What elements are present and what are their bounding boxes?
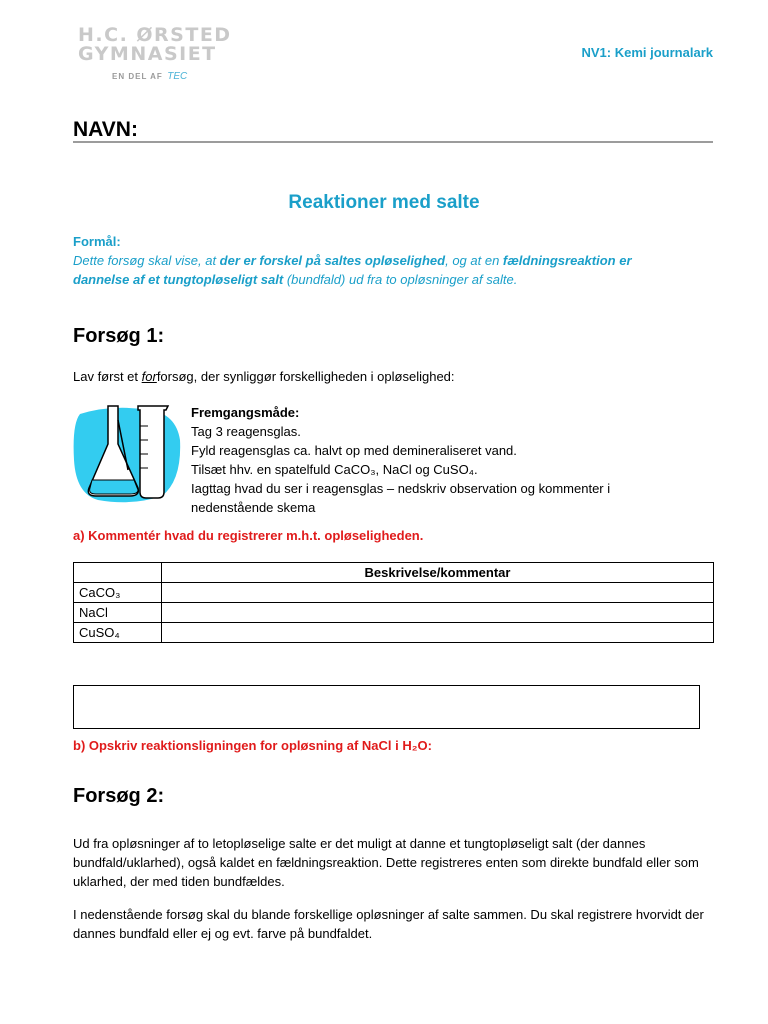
- experiment2-paragraph-1: Ud fra opløsninger af to letopløselige salte er det muligt at danne et tungtopløseligt salt (der dannes bundfald/uklarhed), også kaldet en fældningsreaktion. Dette registreres enten som direkte bundfald eller som uklarhed, der med tiden bundfældes.: [73, 836, 699, 889]
- purpose-part-3: , og at en: [445, 253, 503, 268]
- table-header: Beskrivelse/kommentar: [162, 563, 714, 583]
- intro-text-b: forsøg: [156, 369, 194, 384]
- doc-label: NV1: Kemi journalark: [581, 45, 713, 60]
- procedure-step: nedenstående skema: [191, 500, 316, 515]
- table-row: [74, 623, 714, 643]
- table-row: [74, 583, 714, 603]
- purpose-part-5: (bundfald) ud fra to opløsninger af salte.: [283, 272, 518, 287]
- experiment1-intro: [73, 367, 455, 386]
- procedure-step: Tilsæt hhv. en spatelfuld CaCO₃, NaCl og CuSO₄.: [191, 462, 478, 477]
- intro-text-underlined: for: [141, 369, 157, 384]
- procedure-title: Fremgangsmåde:: [191, 405, 300, 420]
- purpose-emphasis-2: fældningsreaktion er dannelse af et tungtopløseligt salt: [73, 253, 632, 287]
- salt-label: NaCl: [74, 603, 162, 623]
- logo-line-1: H.C. ØRSTED: [78, 24, 232, 46]
- name-label: NAVN:: [73, 118, 138, 141]
- logo-line-3: EN DEL AF: [112, 72, 163, 81]
- logo-line-2: GYMNASIET: [78, 43, 217, 65]
- salt-label: CaCO₃: [74, 583, 162, 603]
- experiment2-heading: Forsøg 2:: [73, 785, 165, 807]
- name-rule: [73, 141, 713, 143]
- procedure-step: Fyld reagensglas ca. halvt op med demineraliseret vand.: [191, 443, 517, 458]
- table-header-row: [74, 563, 714, 583]
- lab-glassware-icon: [72, 400, 182, 505]
- purpose-text: [73, 251, 673, 289]
- purpose-emphasis-1: der er forskel på saltes opløselighed: [219, 253, 446, 268]
- purpose-part-1: Dette forsøg skal vise, at: [73, 253, 220, 268]
- intro-text-c: , der synliggør forskelligheden i opløselighed:: [193, 369, 455, 384]
- observation-table: [73, 562, 714, 643]
- procedure: [191, 403, 610, 517]
- experiment2-paragraph-2: I nedenstående forsøg skal du blande forskellige opløsninger af salte sammen. Du skal registrere hvorvidt der dannes bundfald eller ej og evt. farve på bundfaldet.: [73, 907, 704, 941]
- procedure-step: Tag 3 reagensglas.: [191, 424, 301, 439]
- question-a: a) Kommentér hvad du registrerer m.h.t. opløseligheden.: [73, 528, 424, 543]
- purpose-label: Formål:: [73, 234, 121, 249]
- intro-text-a: Lav først et: [73, 369, 142, 384]
- answer-box[interactable]: [73, 685, 700, 729]
- comment-cell[interactable]: [162, 623, 714, 643]
- experiment1-heading: Forsøg 1:: [73, 325, 165, 347]
- comment-cell[interactable]: [162, 603, 714, 623]
- procedure-step: Iagttag hvad du ser i reagensglas – nedskriv observation og kommenter i: [191, 481, 611, 496]
- page-title: Reaktioner med salte: [288, 192, 480, 213]
- school-logo: [78, 26, 232, 84]
- question-b: b) Opskriv reaktionsligningen for opløsning af NaCl i H₂O:: [73, 738, 432, 753]
- salt-label: CuSO₄: [74, 623, 162, 643]
- tec-logo: TEC: [167, 71, 188, 82]
- table-row: [74, 603, 714, 623]
- table-corner-cell: [74, 563, 162, 583]
- comment-cell[interactable]: [162, 583, 714, 603]
